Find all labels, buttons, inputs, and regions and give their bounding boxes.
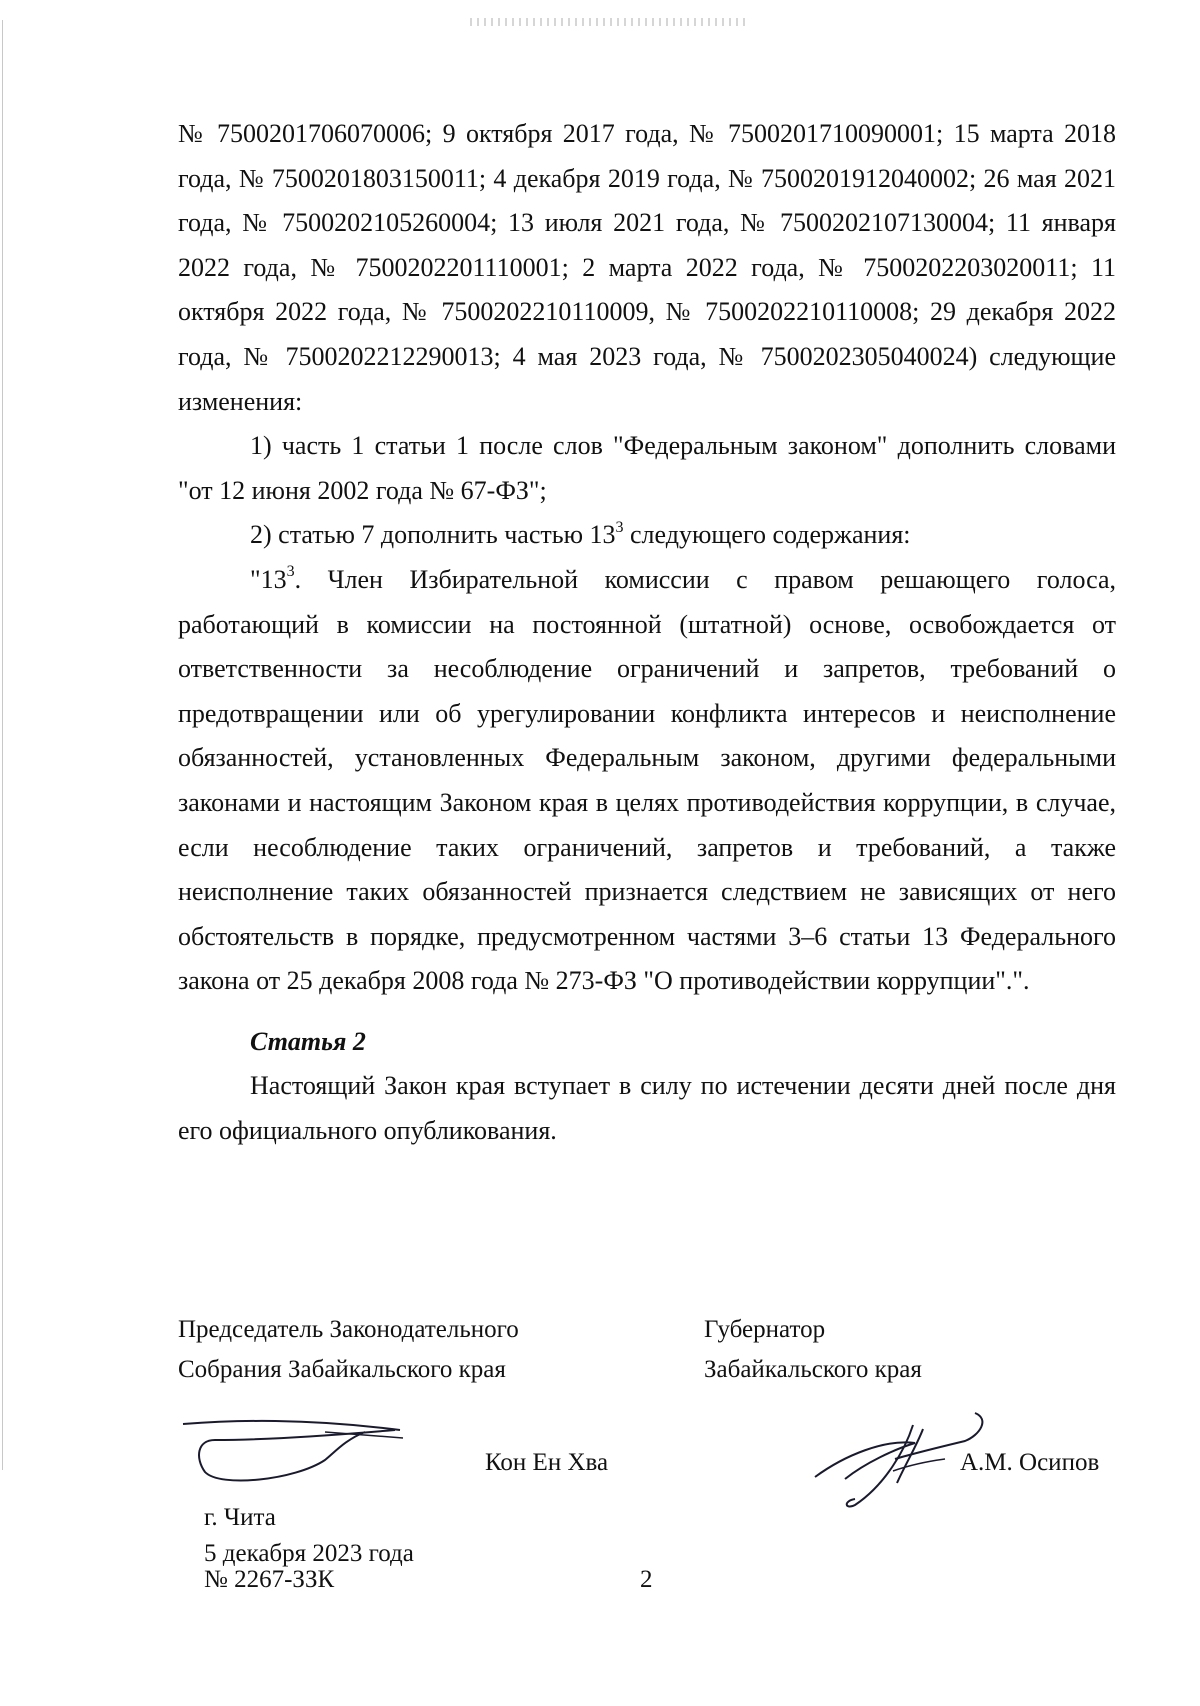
scan-edge-artifact: [2, 20, 3, 1470]
chairman-title: Председатель Законодательного Собрания Забайкальского края: [178, 1316, 519, 1383]
law-body-text: [178, 112, 1116, 1154]
governor-title: Губернатор Забайкальского края: [704, 1316, 922, 1383]
signing-date: 5 декабря 2023 года: [204, 1540, 414, 1567]
page-number: 2: [640, 1566, 653, 1593]
chairman-signature: [175, 1410, 405, 1490]
amendments-intro: № 7500201706070006; 9 октября 2017 года, № 7500201710090001; 15 марта 2018 года, № 7500201803150011; 4 декабря 2019 года, № 7500201912040002; 26 мая 2021 года, № 7500202105260004; 13 июля 2021 года, № 7500202107130004; 11 января 2022 года, № 7500202201110001; 2 марта 2022 года, № 7500202203020011; 11 октября 2022 года, № 7500202210110009, № 7500202210110008; 29 декабря 2022 года, № 7500202212290013; 4 мая 2023 года, № 7500202305040024) следующие изменения:: [178, 119, 1116, 416]
article-2-heading: Статья 2: [250, 1026, 366, 1056]
amendment-item-2: 2) статью 7 дополнить частью $13^3$ следующего содержания:: [250, 518, 911, 550]
document-number: № 2267-ЗЗК: [204, 1566, 335, 1593]
chairman-name: Кон Ен Хва: [485, 1449, 609, 1476]
place-and-date: [204, 1500, 414, 1572]
amendment-quote: "$13^3$. Член Избирательной комиссии с правом решающего голоса, работающий в комиссии на постоянной (штатной) основе, освобождается от ответственности за несоблюдение ограничений и запретов, требований о предотвращении или об урегулировании конфликта интересов и неисполнение обязанностей, установленных Федеральным законом, другими федеральными законами и настоящим Законом края в целях противодействия коррупции, в случае, если несоблюдение таких ограничений, запретов и требований, а также неисполнение таких обязанностей признается следствием не зависящих от него обстоятельств в порядке, предусмотренном частями 3–6 статьи 13 Федерального закона от 25 декабря 2008 года № 273-ФЗ "О противодействии коррупции".".: [178, 563, 1116, 996]
city: г. Чита: [204, 1504, 276, 1531]
scan-noise-artifact: [470, 18, 750, 26]
article-2-text: Настоящий Закон края вступает в силу по истечении десяти дней после дня его официального опубликования.: [178, 1071, 1116, 1146]
governor-name: А.М. Осипов: [960, 1449, 1100, 1476]
amendment-item-1: 1) часть 1 статьи 1 после слов "Федеральным законом" дополнить словами "от 12 июня 2002 года № 67-ФЗ";: [178, 431, 1116, 505]
